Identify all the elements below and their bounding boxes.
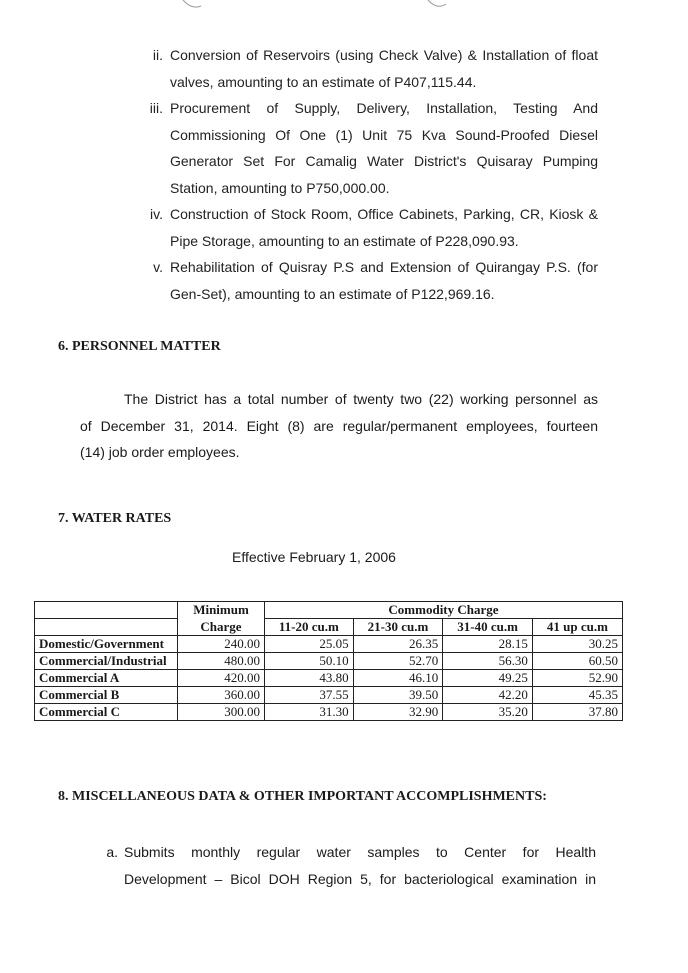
section-heading-miscellaneous: 8. MISCELLANEOUS DATA & OTHER IMPORTANT ACCOMPLISHMENTS: <box>58 789 547 804</box>
list-line: Procurement of Supply, Delivery, Installation, Testing And <box>170 100 598 116</box>
table-cell: 50.10 <box>265 653 354 670</box>
table-cell: 39.50 <box>353 687 443 704</box>
list-text <box>170 201 598 254</box>
list-marker: a. <box>106 844 118 860</box>
row-label: Domestic/Government <box>35 636 178 653</box>
table-cell: 300.00 <box>178 704 265 721</box>
table-cell: 32.90 <box>353 704 443 721</box>
row-label: Commercial C <box>35 704 178 721</box>
list-numeral: v. <box>153 259 163 275</box>
row-label: Commercial/Industrial <box>35 653 178 670</box>
list-text <box>170 254 598 307</box>
table-row <box>35 704 623 721</box>
table-cell: 240.00 <box>178 636 265 653</box>
table-cell: 30.25 <box>532 636 622 653</box>
table-cell: 26.35 <box>353 636 443 653</box>
page-edge-marks <box>0 0 688 14</box>
paragraph-line: (14) job order employees. <box>80 444 240 460</box>
paragraph-line: The District has a total number of twenty two (22) working personnel as <box>124 391 598 407</box>
column-header: 11-20 cu.m <box>265 619 354 636</box>
table-cell: 56.30 <box>443 653 533 670</box>
list-line: Pipe Storage, amounting to an estimate of P228,090.93. <box>170 232 519 249</box>
paragraph-line: of December 31, 2014. Eight (8) are regular/permanent employees, fourteen <box>80 417 598 434</box>
list-line: Gen-Set), amounting to an estimate of P122,969.16. <box>170 285 495 302</box>
list-numeral: ii. <box>152 47 163 63</box>
list-line: Rehabilitation of Quisray P.S and Extension of Quirangay P.S. (for <box>170 259 598 275</box>
list-line: Development – Bicol DOH Region 5, for bacteriological examination in <box>124 870 596 887</box>
list-text <box>170 95 598 201</box>
list-line: Submits monthly regular water samples to Center for Health <box>124 844 596 860</box>
table-cell: 52.70 <box>353 653 443 670</box>
table-row <box>35 670 623 687</box>
personnel-paragraph <box>80 386 598 466</box>
column-header: 21-30 cu.m <box>353 619 443 636</box>
commodity-charge-header: Commodity Charge <box>265 602 623 619</box>
list-line: Conversion of Reservoirs (using Check Valve) & Installation of float <box>170 47 598 63</box>
row-label: Commercial B <box>35 687 178 704</box>
table-cell: 28.15 <box>443 636 533 653</box>
min-charge-header: Minimum <box>178 602 265 619</box>
effective-date: Effective February 1, 2006 <box>232 549 396 565</box>
list-text <box>170 42 598 95</box>
table-cell: 42.20 <box>443 687 533 704</box>
column-header: 31-40 cu.m <box>443 619 533 636</box>
list-numeral: iv. <box>150 206 163 222</box>
table-cell: 45.35 <box>532 687 622 704</box>
column-header: 41 up cu.m <box>532 619 622 636</box>
table-cell: 52.90 <box>532 670 622 687</box>
table-corner-cell <box>35 619 178 636</box>
table-cell: 37.55 <box>265 687 354 704</box>
list-line: Construction of Stock Room, Office Cabinets, Parking, CR, Kiosk & <box>170 206 598 222</box>
list-line: Generator Set For Camalig Water District's Quisaray Pumping <box>170 153 598 169</box>
section-heading-personnel: 6. PERSONNEL MATTER <box>58 339 221 354</box>
table-cell: 420.00 <box>178 670 265 687</box>
min-charge-header: Charge <box>178 619 265 636</box>
list-numeral: iii. <box>149 100 163 116</box>
list-line: Station, amounting to P750,000.00. <box>170 179 390 196</box>
table-corner-cell <box>35 602 178 619</box>
row-label: Commercial A <box>35 670 178 687</box>
list-line: Commissioning Of One (1) Unit 75 Kva Sound-Proofed Diesel <box>170 126 598 143</box>
table-cell: 60.50 <box>532 653 622 670</box>
table-row <box>35 653 623 670</box>
table-cell: 49.25 <box>443 670 533 687</box>
table-header-row <box>35 619 623 636</box>
table-row <box>35 636 623 653</box>
table-cell: 31.30 <box>265 704 354 721</box>
table-cell: 35.20 <box>443 704 533 721</box>
table-cell: 37.80 <box>532 704 622 721</box>
water-rates-table <box>34 601 623 721</box>
table-cell: 46.10 <box>353 670 443 687</box>
table-cell: 43.80 <box>265 670 354 687</box>
table-cell: 480.00 <box>178 653 265 670</box>
list-line: valves, amounting to an estimate of P407,115.44. <box>170 73 477 90</box>
table-cell: 25.05 <box>265 636 354 653</box>
table-row <box>35 687 623 704</box>
table-cell: 360.00 <box>178 687 265 704</box>
section-heading-water-rates: 7. WATER RATES <box>58 511 172 526</box>
list-text <box>124 839 596 892</box>
table-header-row <box>35 602 623 619</box>
